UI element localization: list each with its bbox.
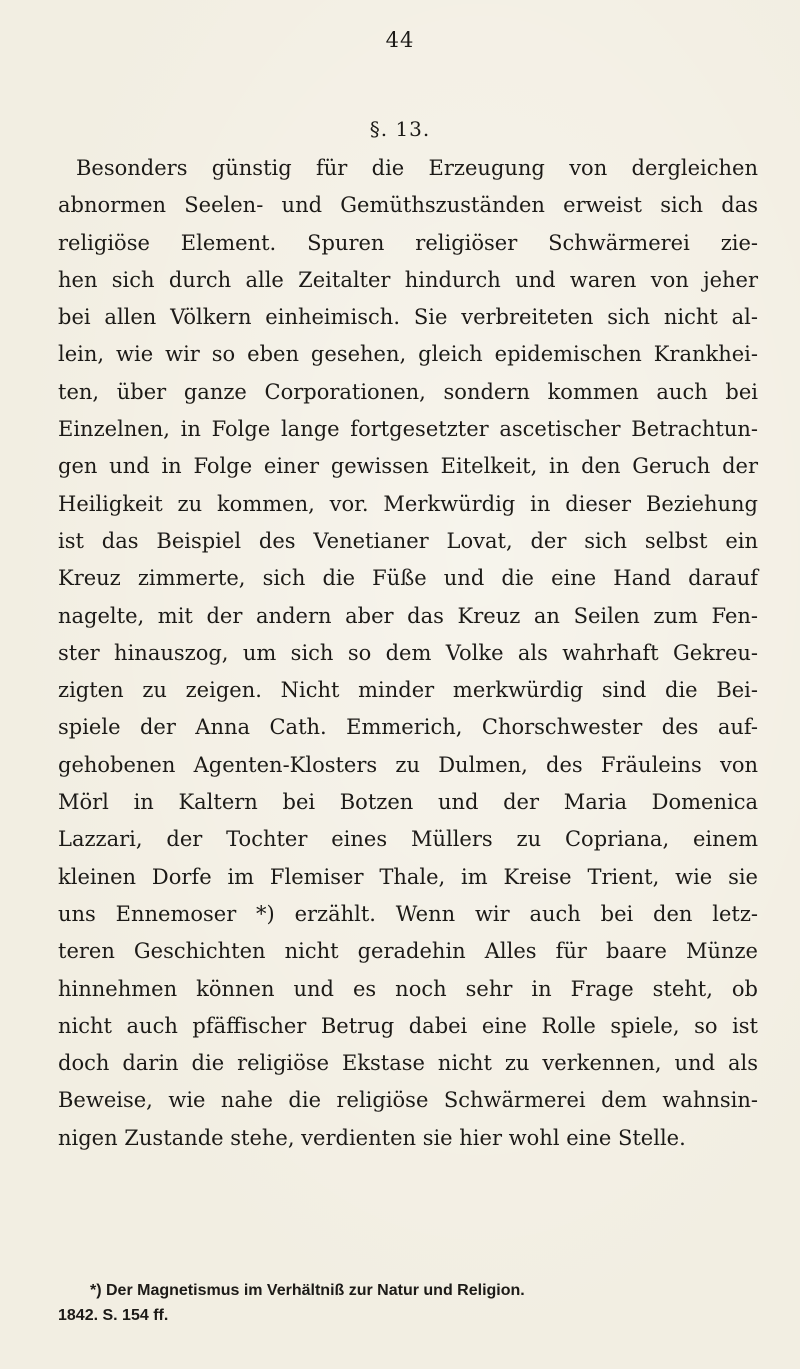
- text-line: ten, über ganze Corporationen, sondern kommen auch bei: [58, 379, 758, 404]
- text-line: bei allen Völkern einheimisch. Sie verbreiteten sich nicht al-: [58, 305, 758, 330]
- text-line: gen und in Folge einer gewissen Eitelkeit, in den Geruch der: [58, 454, 758, 479]
- footnote-line: 1842. S. 154 ff.: [58, 1307, 169, 1324]
- text-line: ster hinauszog, um sich so dem Volke als wahrhaft Gekreu-: [58, 640, 758, 665]
- text-line: nigen Zustande stehe, verdienten sie hier wohl eine Stelle.: [58, 1125, 686, 1150]
- text-line: uns Ennemoser *) erzählt. Wenn wir auch bei den letz-: [58, 901, 758, 926]
- text-line: Besonders günstig für die Erzeugung von dergleichen: [76, 156, 758, 180]
- text-line: spiele der Anna Cath. Emmerich, Chorschwester des auf-: [58, 715, 758, 740]
- section-heading: §. 13.: [369, 117, 431, 141]
- text-line: teren Geschichten nicht geradehin Alles für baare Münze: [58, 939, 758, 964]
- text-line: Beweise, wie nahe die religiöse Schwärmerei dem wahnsin-: [58, 1088, 758, 1113]
- body-text: [58, 150, 758, 1157]
- text-line: zigten zu zeigen. Nicht minder merkwürdig sind die Bei-: [58, 678, 758, 703]
- text-line: nagelte, mit der andern aber das Kreuz an Seilen zum Fen-: [58, 603, 758, 628]
- text-line: Mörl in Kaltern bei Botzen und der Maria Domenica: [58, 790, 758, 815]
- text-line: doch darin die religiöse Ekstase nicht zu verkennen, und als: [58, 1051, 758, 1076]
- text-line: Lazzari, der Tochter eines Müllers zu Copriana, einem: [58, 827, 758, 852]
- text-line: ist das Beispiel des Venetianer Lovat, der sich selbst ein: [58, 528, 758, 553]
- text-line: religiöse Element. Spuren religiöser Schwärmerei zie-: [58, 230, 758, 255]
- text-line: abnormen Seelen- und Gemüthszuständen erweist sich das: [58, 193, 758, 218]
- text-line: Heiligkeit zu kommen, vor. Merkwürdig in dieser Beziehung: [58, 491, 758, 516]
- text-line: Kreuz zimmerte, sich die Füße und die eine Hand darauf: [58, 566, 758, 591]
- footnote: [58, 1278, 758, 1328]
- text-line: kleinen Dorfe im Flemiser Thale, im Kreise Trient, wie sie: [58, 864, 758, 889]
- text-line: Einzelnen, in Folge lange fortgesetzter ascetischer Betrachtun-: [58, 417, 758, 442]
- text-line: nicht auch pfäffischer Betrug dabei eine Rolle spiele, so ist: [58, 1013, 758, 1038]
- text-line: gehobenen Agenten-Klosters zu Dulmen, des Fräuleins von: [58, 752, 758, 777]
- page-number: 44: [385, 28, 415, 52]
- text-line: hen sich durch alle Zeitalter hindurch und waren von jeher: [58, 267, 758, 292]
- text-line: hinnehmen können und es noch sehr in Frage steht, ob: [58, 976, 758, 1001]
- text-line: lein, wie wir so eben gesehen, gleich epidemischen Krankhei-: [58, 342, 758, 367]
- footnote-line: *) Der Magnetismus im Verhältniß zur Natur und Religion.: [90, 1282, 525, 1299]
